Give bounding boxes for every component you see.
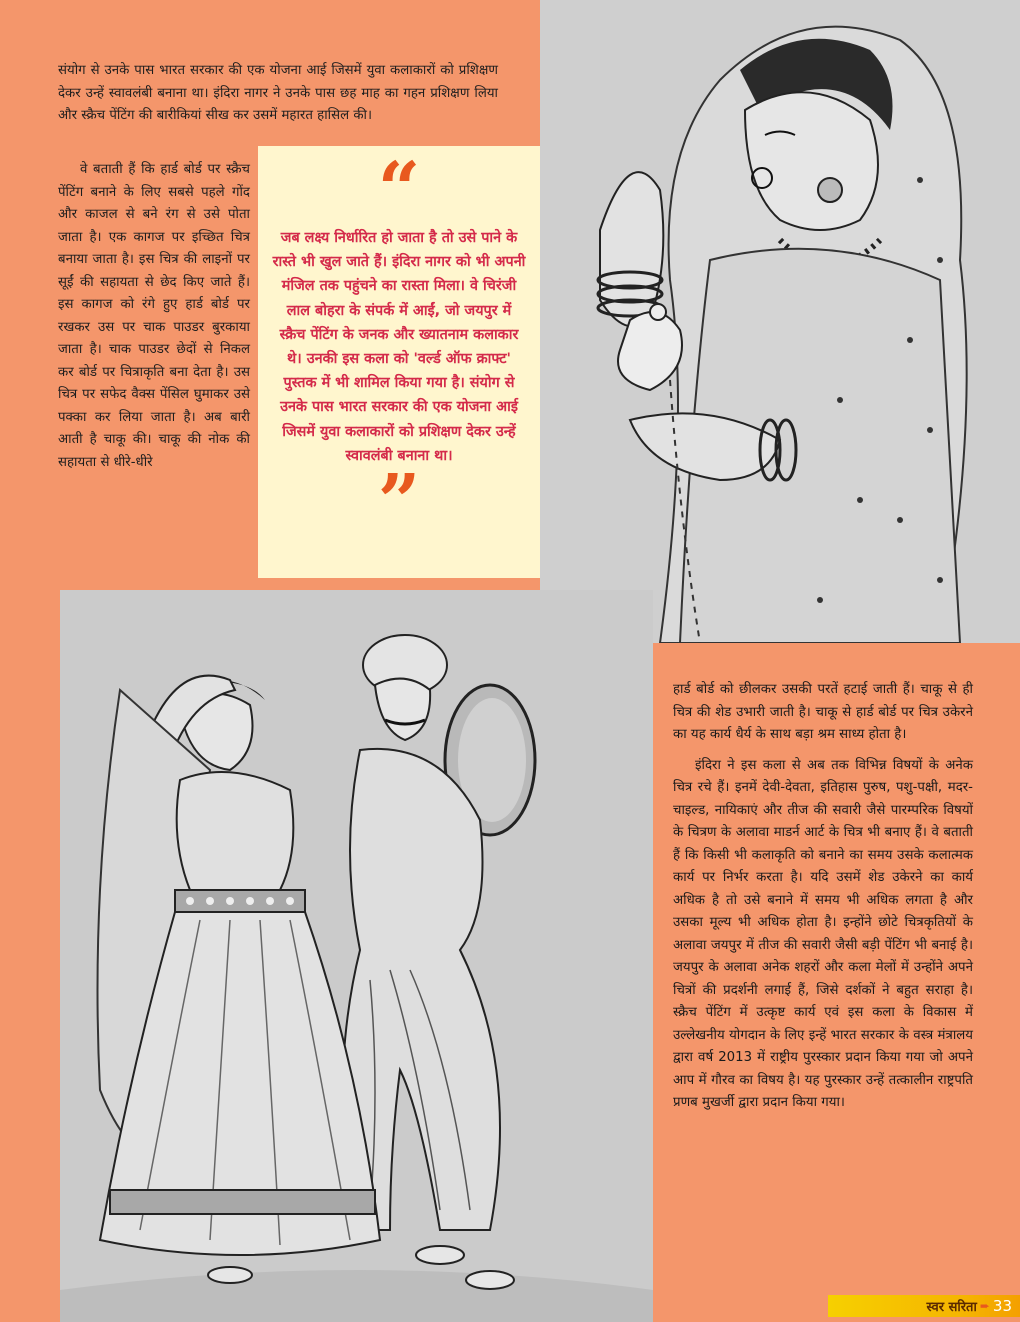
- artwork-woman-with-parrot: [540, 0, 1020, 643]
- pull-quote-text: जब लक्ष्य निर्धारित हो जाता है तो उसे पाने के रास्ते भी खुल जाते हैं। इंदिरा नागर को भी अपनी मंजिल तक पहुंचने का रास्ता मिला। वे चिरंजी लाल बोहरा के संपर्क में आईं, जो जयपुर में स्क्रैच पेंटिंग के जनक और ख्यातनाम कलाकार थे। उनकी इस कला को 'वर्ल्ड ऑफ क्राफ्ट' पुस्तक में भी शामिल किया गया है। संयोग से उनके पास भारत सरकार की एक योजना आई जिसमें युवा कलाकारों को प्रशिक्षण देकर उन्हें स्वावलंबी बनाना था।: [272, 230, 526, 464]
- magazine-name: स्वर सरिता: [926, 1300, 977, 1315]
- article-paragraph-2: वे बताती हैं कि हार्ड बोर्ड पर स्क्रैच पेंटिंग बनाने के लिए सबसे पहले गोंद और काजल से बने रंग से उसे पोता जाता है। एक कागज पर इच्छित चित्र बनाया जाता है। इस चित्र की लाइनों पर सूईं की सहायता से छेद किए जाते हैं। इस कागज को रंगे हुए हार्ड बोर्ड पर रखकर उस पर चाक पाउडर बुरकाया जाता है। चाक पाउडर छेदों से निकल कर बोर्ड पर चित्राकृति बना देता है। उस चित्र पर सफेद वैक्स पेंसिल घुमाकर उसे पक्का कर लिया जाता है। अब बारी आती है चाकू की। चाकू की नोक की सहायता से धीरे-धीरे: [58, 162, 250, 470]
- article-right-column: [673, 679, 973, 1115]
- open-quote-mark: “: [377, 147, 421, 233]
- article-paragraph-1: संयोग से उनके पास भारत सरकार की एक योजना आई जिसमें युवा कलाकारों को प्रशिक्षण देकर उन्हें स्वावलंबी बनाना था। इंदिरा नागर ने उनके पास छह माह का गहन प्रशिक्षण लिया और स्क्रैच पेंटिंग की बारीकियां सीख कर उसमें महारत हासिल की।: [58, 63, 498, 123]
- article-paragraph-3: हार्ड बोर्ड को छीलकर उसकी परतें हटाई जाती हैं। चाकू से ही चित्र की शेड उभारी जाती है। चाकू से हार्ड बोर्ड पर चित्र उकेरने का यह कार्य धैर्य के साथ बड़ा श्रम साध्य होता है।: [673, 682, 973, 742]
- article-paragraph-4: इंदिरा ने इस कला से अब तक विभिन्न विषयों के अनेक चित्र रचे हैं। इनमें देवी-देवता, इतिहास पुरुष, पशु-पक्षी, मदर-चाइल्ड, नायिकाएं और तीज की सवारी जैसे पारम्परिक विषयों के चित्रण के अलावा माडर्न आर्ट के चित्र भी बनाए हैं। वे बताती हैं कि किसी भी कलाकृति को बनाने का समय उसके कलात्मक कार्य पर निर्भर करता है। यदि उसमें शेड उकेरने का कार्य अधिक है तो उसे बनाने में समय भी अधिक लगता है और उसका मूल्य भी अधिक होता है। इन्होंने छोटे चित्रकृतियों के अलावा जयपुर में तीज की सवारी जैसी बड़ी पेंटिंग भी बनाई है। जयपुर के अलावा अनेक शहरों और कला मेलों में उन्होंने अपने चित्रों की प्रदर्शनी लगाई हैं, जिसे दर्शकों ने बहुत सराहा है। स्क्रैच पेंटिंग में उत्कृष्ट कार्य एवं इस कला के विकास में उल्लेखनीय योगदान के लिए इन्हें भारत सरकार के वस्त्र मंत्रालय द्वारा वर्ष 2013 में राष्ट्रीय पुरस्कार प्रदान किया गया जो अपने आप में गौरव का विषय है। यह पुरस्कार उन्हें तत्कालीन राष्ट्रपति प्रणब मुखर्जी द्वारा प्रदान किया गया।: [673, 757, 973, 1110]
- close-quote-mark: ”: [377, 459, 421, 546]
- arrow-right-icon: ➨: [979, 1299, 990, 1313]
- page-number: 33: [992, 1297, 1012, 1315]
- page-footer: [828, 1295, 1020, 1317]
- artwork-dancing-couple: [60, 590, 653, 1322]
- pull-quote-box: [258, 146, 540, 578]
